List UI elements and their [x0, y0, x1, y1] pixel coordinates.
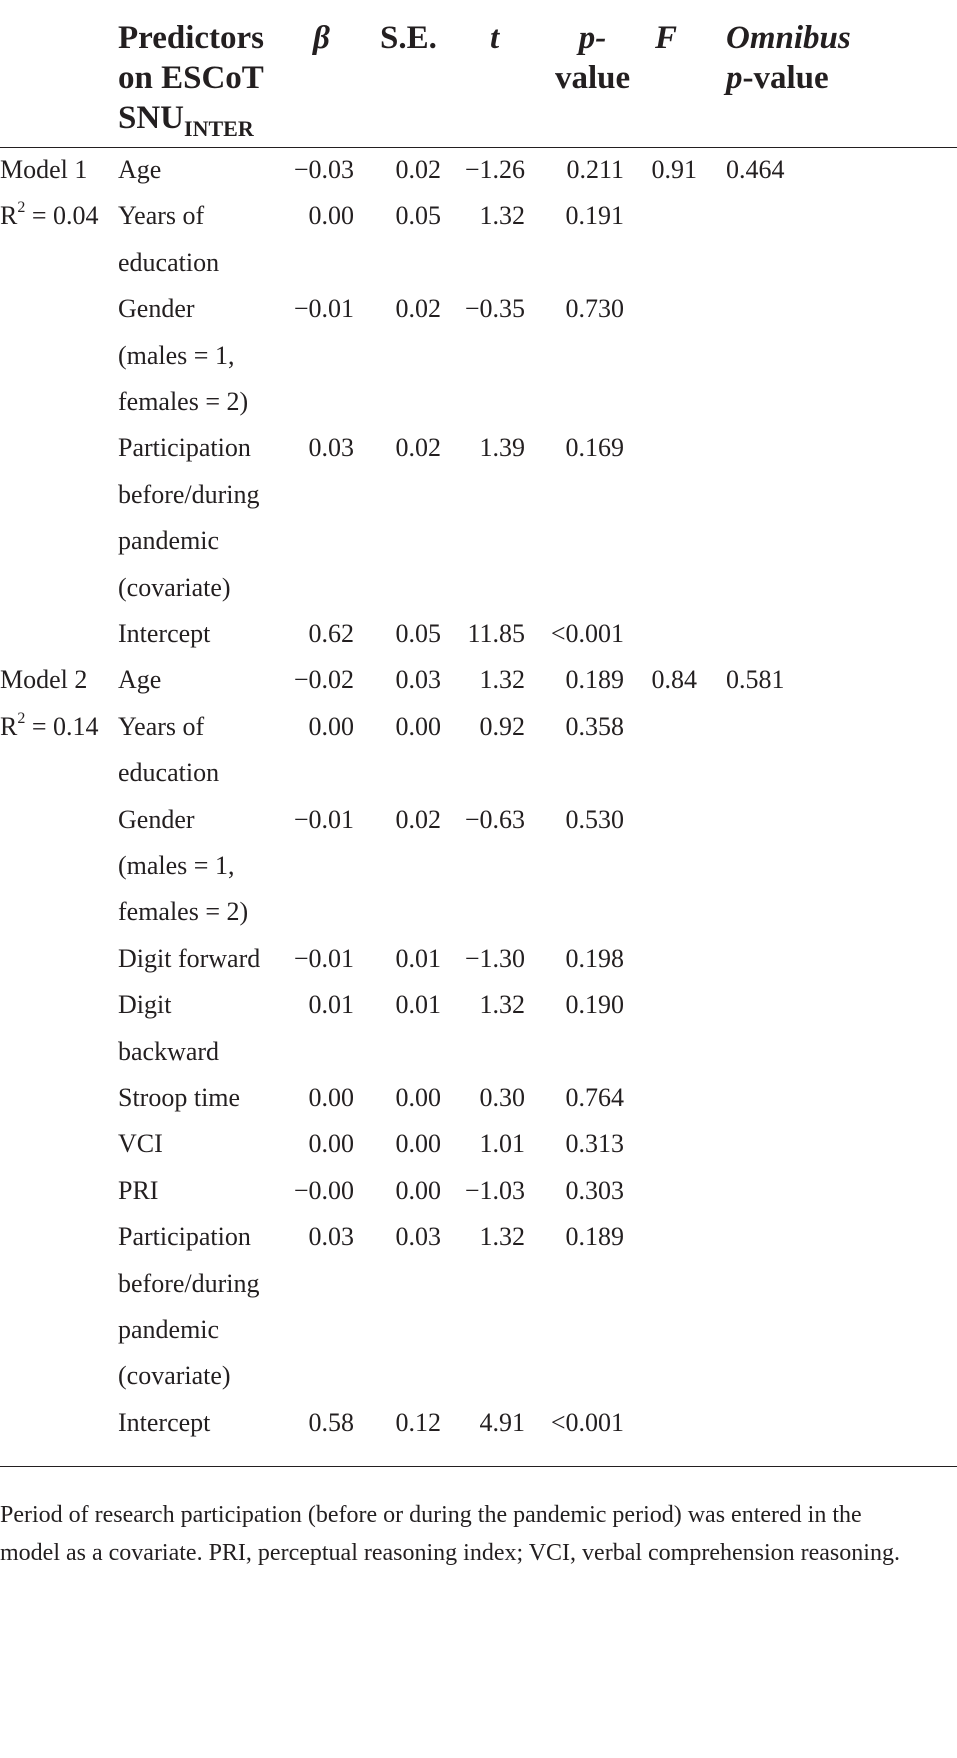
cell-predictor: Stroop time — [118, 1083, 241, 1112]
cell-p: 0.198 — [565, 943, 624, 973]
header-omnibus-suffix: -value — [742, 60, 829, 96]
cell-predictor: Gender — [118, 294, 195, 324]
cell-beta: 0.00 — [308, 201, 354, 231]
header-beta — [313, 18, 330, 58]
cell-t: 0.30 — [479, 1083, 525, 1112]
cell-p: <0.001 — [550, 1407, 624, 1437]
cell-predictor: Years of — [118, 201, 205, 231]
cell-se: 0.02 — [395, 155, 441, 184]
cell-beta: 0.00 — [308, 1129, 354, 1159]
cell-predictor: pandemic — [118, 1315, 220, 1344]
footnote-line2: model as a covariate. PRI, perceptual reasoning index; VCI, verbal comprehension reasoning. — [0, 1540, 900, 1566]
cell-predictor: Participation — [118, 1222, 251, 1252]
model-label: Model 2 — [0, 665, 88, 695]
cell-predictor: Age — [118, 155, 162, 184]
cell-p: 0.190 — [565, 990, 624, 1020]
cell-beta: −0.01 — [293, 804, 354, 834]
header-omnibus-line2 — [726, 58, 851, 98]
header-f — [655, 18, 677, 58]
cell-beta: 0.03 — [308, 433, 354, 463]
cell-se: 0.05 — [395, 201, 441, 231]
cell-f: 0.84 — [651, 665, 697, 695]
cell-t: 1.39 — [479, 433, 525, 463]
r-squared-value: = 0.14 — [25, 711, 99, 741]
cell-t: 0.92 — [479, 711, 525, 741]
header-omnibus-p-value — [726, 18, 851, 98]
header-t — [490, 18, 499, 58]
cell-beta: −0.03 — [293, 155, 354, 184]
cell-omni: 0.581 — [726, 665, 785, 695]
header-snu: SNU — [118, 100, 185, 136]
cell-beta: −0.00 — [293, 1175, 354, 1205]
cell-predictor: Gender — [118, 804, 195, 834]
header-predictors-line2: on ESCoT — [118, 60, 264, 96]
footnote — [0, 1496, 957, 1572]
cell-predictor: Participation — [118, 433, 251, 463]
cell-predictor: (males = 1, — [118, 340, 235, 370]
cell-beta: −0.01 — [293, 294, 354, 324]
cell-f: 0.91 — [651, 155, 697, 184]
cell-predictor: PRI — [118, 1175, 159, 1205]
r-squared-symbol: R — [0, 201, 18, 231]
cell-se: 0.03 — [395, 1222, 441, 1252]
cell-p: 0.189 — [565, 1222, 624, 1252]
cell-se: 0.05 — [395, 619, 441, 648]
header-predictors-line1: Predictors — [118, 20, 265, 56]
cell-t: −0.35 — [464, 294, 525, 324]
cell-predictor: backward — [118, 1036, 220, 1066]
cell-beta: −0.02 — [293, 665, 354, 695]
cell-t: 1.32 — [479, 665, 525, 695]
header-snu-subscript: INTER — [184, 116, 254, 141]
cell-t: 4.91 — [479, 1407, 525, 1437]
cell-predictor: (covariate) — [118, 572, 231, 602]
cell-t: 1.01 — [479, 1129, 525, 1159]
cell-predictor: Years of — [118, 711, 205, 741]
cell-p: 0.313 — [565, 1129, 624, 1159]
cell-se: 0.01 — [395, 990, 441, 1020]
cell-predictor: (males = 1, — [118, 851, 235, 880]
cell-t: 1.32 — [479, 201, 525, 231]
cell-se: 0.00 — [395, 1129, 441, 1159]
cell-predictor: Digit forward — [118, 943, 261, 973]
header-p-text: p- — [578, 20, 607, 56]
cell-p: 0.303 — [565, 1175, 624, 1205]
cell-t: −0.63 — [464, 804, 525, 834]
r-squared-superscript: 2 — [17, 199, 26, 217]
cell-predictor: VCI — [118, 1129, 163, 1159]
cell-t: 11.85 — [467, 619, 525, 648]
cell-predictor: before/during — [118, 1268, 260, 1298]
cell-se: 0.00 — [395, 1175, 441, 1205]
bottom-rule — [0, 1466, 957, 1467]
header-predictors — [118, 18, 264, 141]
header-predictors-line3 — [118, 98, 264, 141]
cell-se: 0.12 — [395, 1407, 441, 1437]
cell-predictor: Digit — [118, 990, 172, 1020]
cell-beta: 0.00 — [308, 711, 354, 741]
header-t-text: t — [490, 20, 500, 56]
cell-beta: 0.01 — [308, 990, 354, 1020]
header-se: S.E. — [380, 20, 437, 56]
cell-se: 0.03 — [395, 665, 441, 695]
cell-t: −1.30 — [464, 943, 525, 973]
header-f-text: F — [655, 20, 678, 56]
r-squared-symbol: R — [0, 711, 18, 741]
cell-p: 0.358 — [565, 711, 624, 741]
cell-predictor: education — [118, 247, 220, 277]
cell-predictor: Intercept — [118, 619, 211, 648]
cell-omni: 0.464 — [726, 155, 785, 184]
cell-beta: 0.58 — [308, 1407, 354, 1437]
cell-predictor: education — [118, 758, 220, 788]
cell-p: 0.191 — [565, 201, 624, 231]
cell-predictor: Age — [118, 665, 162, 695]
model-label: Model 1 — [0, 155, 88, 184]
cell-beta: 0.62 — [308, 619, 354, 648]
footnote-line1: Period of research participation (before or during the pandemic period) was entered in the — [0, 1502, 862, 1528]
cell-predictor: Intercept — [118, 1407, 211, 1437]
header-p-line1 — [555, 18, 630, 58]
header-p-line2: value — [555, 60, 631, 96]
cell-beta: 0.03 — [308, 1222, 354, 1252]
cell-p: 0.211 — [566, 155, 624, 184]
cell-predictor: pandemic — [118, 526, 220, 556]
cell-t: 1.32 — [479, 1222, 525, 1252]
cell-predictor: females = 2) — [118, 387, 249, 416]
header-omnibus-p: p — [726, 60, 743, 96]
cell-beta: −0.01 — [293, 943, 354, 973]
cell-predictor: before/during — [118, 479, 260, 509]
cell-se: 0.01 — [395, 943, 441, 973]
header-beta-text: β — [313, 20, 330, 56]
r-squared-superscript: 2 — [17, 709, 26, 727]
header-omnibus-text: Omnibus — [726, 20, 851, 56]
cell-t: 1.32 — [479, 990, 525, 1020]
r-squared-value: = 0.04 — [25, 201, 99, 231]
cell-se: 0.02 — [395, 294, 441, 324]
cell-t: −1.26 — [464, 155, 525, 184]
model-r-squared — [0, 190, 99, 246]
cell-p: <0.001 — [550, 619, 624, 648]
cell-predictor: females = 2) — [118, 897, 249, 927]
cell-se: 0.02 — [395, 804, 441, 834]
model-r-squared — [0, 701, 99, 757]
cell-p: 0.189 — [565, 665, 624, 695]
cell-t: −1.03 — [464, 1175, 525, 1205]
header-omnibus-line1 — [726, 18, 851, 58]
cell-p: 0.764 — [565, 1083, 624, 1112]
header-p-value — [555, 18, 630, 98]
cell-p: 0.169 — [565, 433, 624, 463]
cell-p: 0.730 — [565, 294, 624, 324]
cell-beta: 0.00 — [308, 1083, 354, 1112]
cell-se: 0.00 — [395, 1083, 441, 1112]
cell-p: 0.530 — [565, 804, 624, 834]
cell-se: 0.02 — [395, 433, 441, 463]
cell-predictor: (covariate) — [118, 1361, 231, 1391]
cell-se: 0.00 — [395, 711, 441, 741]
